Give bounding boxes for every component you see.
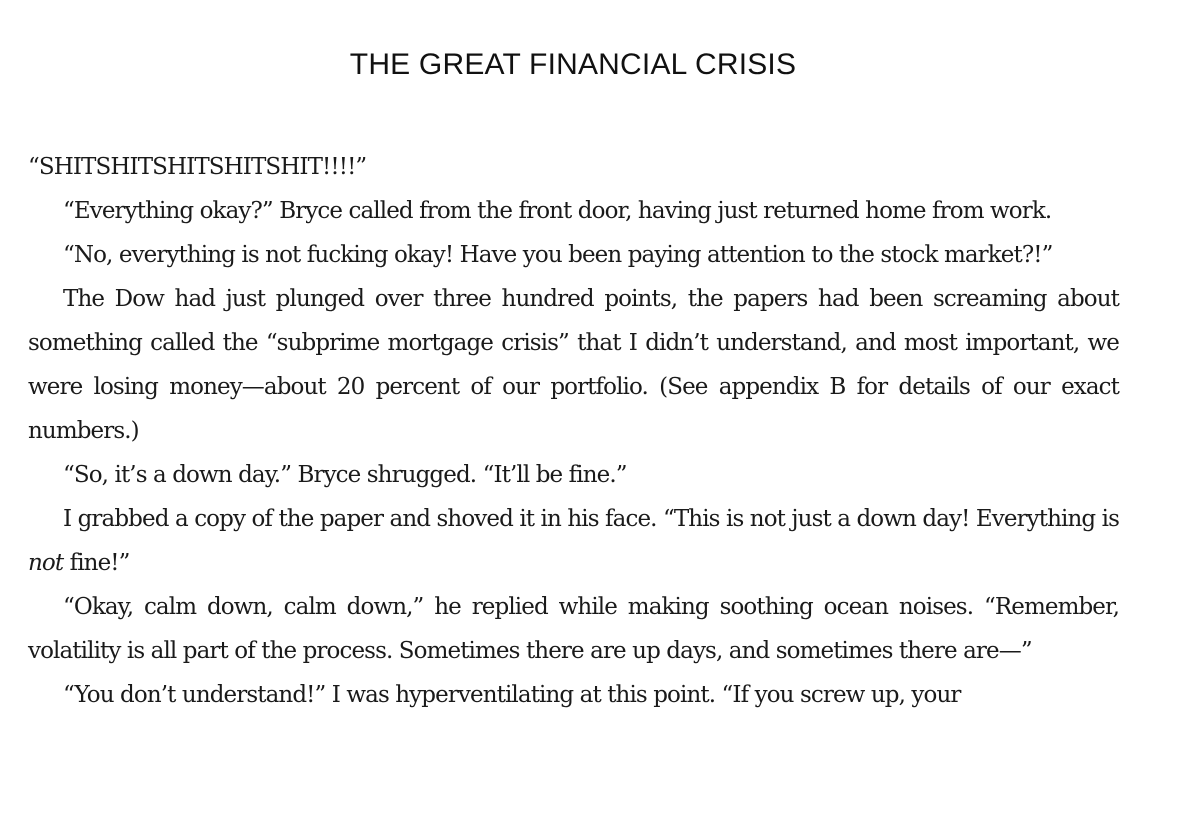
chapter-body (28, 145, 1119, 717)
paragraph: “No, everything is not fucking okay! Have you been paying attention to the stock market?!” (63, 242, 1053, 268)
paragraph: “SHITSHITSHITSHITSHIT!!!!” (28, 154, 367, 180)
paragraph: The Dow had just plunged over three hundred points, the papers had been screaming about something called the “subprime mortgage crisis” that I didn’t understand, and most important, we were losing money—about 20 percent of our portfolio. (See appendix B for details of our exact numbers.) (28, 286, 1119, 444)
paragraph: “So, it’s a down day.” Bryce shrugged. “It’ll be fine.” (63, 462, 627, 488)
paragraph-text: I grabbed a copy of the paper and shoved it in his face. “This is not just a down day! Everything is (63, 506, 1119, 532)
paragraph: “Okay, calm down, calm down,” he replied while making soothing ocean noises. “Remember, volatility is all part of the process. Sometimes there are up days, and sometimes there are—” (28, 594, 1119, 664)
emphasized-word: not (28, 550, 64, 576)
paragraph: “Everything okay?” Bryce called from the front door, having just returned home from work. (63, 198, 1052, 224)
paragraph-partial: “You don’t understand!” I was hyperventilating at this point. “If you screw up, your (63, 682, 961, 708)
chapter-title: THE GREAT FINANCIAL CRISIS (349, 48, 797, 81)
paragraph (28, 497, 1119, 585)
paragraph-text: fine!” (63, 550, 130, 576)
